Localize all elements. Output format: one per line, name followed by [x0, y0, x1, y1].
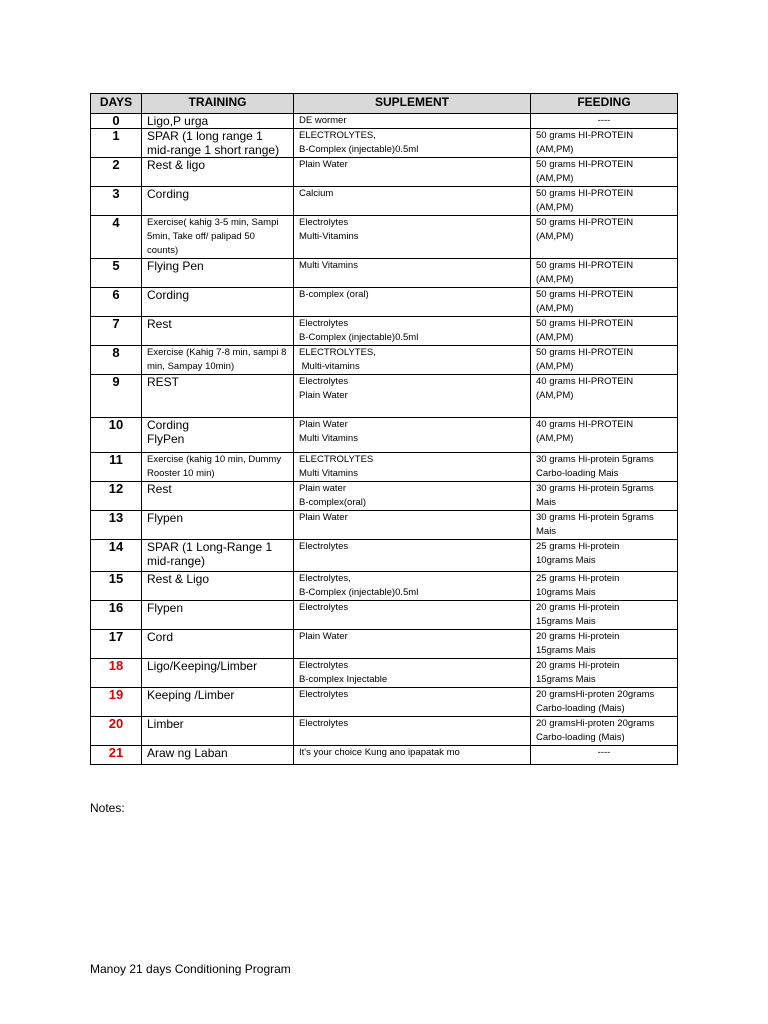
training-cell: Keeping /Limber — [142, 688, 294, 717]
suplement-line: Multi Vitamins — [299, 468, 358, 479]
suplement-cell — [294, 746, 531, 765]
day-number: 7 — [91, 317, 142, 346]
suplement-cell — [294, 317, 531, 346]
training-cell: Ligo,P urga — [142, 114, 294, 129]
day-number: 13 — [91, 511, 142, 540]
suplement-cell — [294, 659, 531, 688]
day-number: 0 — [91, 114, 142, 129]
suplement-cell — [294, 114, 531, 129]
feeding-cell — [531, 630, 678, 659]
suplement-line: Plain Water — [299, 419, 348, 430]
suplement-line: Electrolytes, — [299, 573, 351, 584]
table-row — [91, 259, 678, 288]
suplement-line: B-complex Injectable — [299, 674, 388, 685]
feeding-line: 40 grams HI-PROTEIN — [536, 376, 634, 387]
feeding-line: ---- — [597, 747, 611, 758]
conditioning-schedule-table — [90, 93, 678, 765]
suplement-line: Electrolytes — [299, 217, 349, 228]
training-cell: Exercise( kahig 3-5 min, Sampi 5min, Take off/ palipad 50 counts) — [142, 216, 294, 259]
suplement-cell — [294, 482, 531, 511]
feeding-cell — [531, 511, 678, 540]
training-cell: Cord — [142, 630, 294, 659]
suplement-cell — [294, 259, 531, 288]
feeding-cell — [531, 453, 678, 482]
training-cell: Cording — [142, 187, 294, 216]
suplement-line: Multi-Vitamins — [299, 231, 359, 242]
suplement-cell — [294, 572, 531, 601]
day-number: 5 — [91, 259, 142, 288]
day-number: 6 — [91, 288, 142, 317]
feeding-line: (AM,PM) — [536, 173, 574, 184]
day-number: 21 — [91, 746, 142, 765]
suplement-line: ELECTROLYTES, — [299, 130, 376, 141]
suplement-cell — [294, 601, 531, 630]
training-cell: Rest — [142, 482, 294, 511]
feeding-cell — [531, 187, 678, 216]
table-row — [91, 540, 678, 572]
document-footer: Manoy 21 days Conditioning Program — [90, 962, 291, 976]
feeding-line: (AM,PM) — [536, 231, 574, 242]
table-header-row — [91, 94, 678, 114]
feeding-cell — [531, 346, 678, 375]
suplement-line: B-complex(oral) — [299, 497, 367, 508]
table-row — [91, 453, 678, 482]
table-row — [91, 317, 678, 346]
suplement-line: Electrolytes — [299, 660, 349, 671]
suplement-line: Plain Water — [299, 390, 348, 401]
header-feeding: FEEDING — [531, 94, 678, 114]
suplement-line: B-Complex (injectable)0.5ml — [299, 587, 419, 598]
suplement-cell — [294, 688, 531, 717]
feeding-line: 20 gramsHi-proten 20grams — [536, 718, 655, 729]
day-number: 2 — [91, 158, 142, 187]
feeding-line: Carbo-loading Mais — [536, 468, 619, 479]
table-row — [91, 114, 678, 129]
feeding-cell — [531, 572, 678, 601]
feeding-cell — [531, 418, 678, 453]
suplement-line: Electrolytes — [299, 318, 349, 329]
training-cell: Rest — [142, 317, 294, 346]
table-row — [91, 482, 678, 511]
suplement-line: DE wormer — [299, 115, 347, 126]
feeding-line: 15grams Mais — [536, 674, 596, 685]
day-number: 14 — [91, 540, 142, 572]
header-suplement: SUPLEMENT — [294, 94, 531, 114]
suplement-line: Electrolytes — [299, 689, 349, 700]
feeding-line: 10grams Mais — [536, 555, 596, 566]
training-cell: REST — [142, 375, 294, 418]
header-training: TRAINING — [142, 94, 294, 114]
day-number: 10 — [91, 418, 142, 453]
feeding-line: 50 grams HI-PROTEIN — [536, 159, 634, 170]
day-number: 9 — [91, 375, 142, 418]
suplement-line: Multi-vitamins — [299, 361, 360, 372]
feeding-line: 25 grams Hi-protein — [536, 573, 620, 584]
feeding-line: (AM,PM) — [536, 202, 574, 213]
day-number: 15 — [91, 572, 142, 601]
training-cell: Exercise (kahig 10 min, Dummy Rooster 10 min) — [142, 453, 294, 482]
feeding-cell — [531, 601, 678, 630]
training-cell: Flypen — [142, 601, 294, 630]
suplement-cell — [294, 630, 531, 659]
training-cell: SPAR (1 long range 1 mid-range 1 short range) — [142, 129, 294, 158]
table-row — [91, 572, 678, 601]
suplement-line: Calcium — [299, 188, 334, 199]
feeding-cell — [531, 288, 678, 317]
suplement-line: Plain Water — [299, 631, 348, 642]
suplement-line: Plain Water — [299, 512, 348, 523]
table-row — [91, 688, 678, 717]
suplement-line: Electrolytes — [299, 376, 349, 387]
feeding-line: 20 grams Hi-protein — [536, 660, 620, 671]
suplement-line: Multi Vitamins — [299, 260, 358, 271]
feeding-line: Carbo-loading (Mais) — [536, 703, 625, 714]
suplement-line: Multi Vitamins — [299, 433, 358, 444]
suplement-line: Plain water — [299, 483, 346, 494]
suplement-line: B-complex (oral) — [299, 289, 369, 300]
feeding-line: 50 grams HI-PROTEIN — [536, 188, 634, 199]
suplement-line: ELECTROLYTES — [299, 454, 374, 465]
feeding-line: 20 grams Hi-protein — [536, 631, 620, 642]
feeding-line: (AM,PM) — [536, 433, 574, 444]
feeding-line: 20 gramsHi-proten 20grams — [536, 689, 655, 700]
feeding-line: 50 grams HI-PROTEIN — [536, 347, 634, 358]
feeding-cell — [531, 482, 678, 511]
table-row — [91, 187, 678, 216]
feeding-cell — [531, 540, 678, 572]
feeding-line: 30 grams Hi-protein 5grams — [536, 512, 654, 523]
day-number: 8 — [91, 346, 142, 375]
notes-label: Notes: — [90, 801, 125, 815]
feeding-line: 30 grams Hi-protein 5grams — [536, 454, 654, 465]
feeding-line: 20 grams Hi-protein — [536, 602, 620, 613]
feeding-line: 25 grams Hi-protein — [536, 541, 620, 552]
table-row — [91, 418, 678, 453]
suplement-cell — [294, 418, 531, 453]
table-row — [91, 659, 678, 688]
feeding-cell — [531, 216, 678, 259]
table-row — [91, 717, 678, 746]
feeding-cell — [531, 746, 678, 765]
feeding-line: 50 grams HI-PROTEIN — [536, 130, 634, 141]
suplement-cell — [294, 540, 531, 572]
training-cell: Rest & ligo — [142, 158, 294, 187]
feeding-line: 15grams Mais — [536, 645, 596, 656]
training-cell: Flypen — [142, 511, 294, 540]
suplement-cell — [294, 453, 531, 482]
day-number: 18 — [91, 659, 142, 688]
feeding-cell — [531, 158, 678, 187]
table-row — [91, 746, 678, 765]
table-row — [91, 346, 678, 375]
training-cell: Flying Pen — [142, 259, 294, 288]
day-number: 20 — [91, 717, 142, 746]
feeding-line: (AM,PM) — [536, 390, 574, 401]
suplement-line: B-Complex (injectable)0.5ml — [299, 332, 419, 343]
feeding-line: 10grams Mais — [536, 587, 596, 598]
feeding-line: 30 grams Hi-protein 5grams — [536, 483, 654, 494]
table-row — [91, 601, 678, 630]
training-cell: SPAR (1 Long-Range 1 mid-range) — [142, 540, 294, 572]
feeding-line: (AM,PM) — [536, 361, 574, 372]
suplement-cell — [294, 511, 531, 540]
suplement-line: Electrolytes — [299, 602, 349, 613]
suplement-cell — [294, 717, 531, 746]
suplement-cell — [294, 187, 531, 216]
table-row — [91, 375, 678, 418]
table-row — [91, 630, 678, 659]
day-number: 4 — [91, 216, 142, 259]
feeding-cell — [531, 659, 678, 688]
training-cell: Araw ng Laban — [142, 746, 294, 765]
table-row — [91, 216, 678, 259]
suplement-cell — [294, 375, 531, 418]
training-cell: Rest & Ligo — [142, 572, 294, 601]
suplement-cell — [294, 129, 531, 158]
suplement-line: Electrolytes — [299, 718, 349, 729]
training-cell: Exercise (Kahig 7-8 min, sampi 8 min, Sampay 10min) — [142, 346, 294, 375]
feeding-line: 50 grams HI-PROTEIN — [536, 318, 634, 329]
feeding-line: 50 grams HI-PROTEIN — [536, 289, 634, 300]
feeding-line: Mais — [536, 526, 557, 537]
feeding-line: 50 grams HI-PROTEIN — [536, 260, 634, 271]
suplement-line: It's your choice Kung ano ipapatak mo — [299, 747, 460, 758]
feeding-line: (AM,PM) — [536, 144, 574, 155]
feeding-line: ---- — [597, 115, 611, 126]
feeding-line: 40 grams HI-PROTEIN — [536, 419, 634, 430]
feeding-cell — [531, 114, 678, 129]
day-number: 17 — [91, 630, 142, 659]
suplement-cell — [294, 346, 531, 375]
table-row — [91, 288, 678, 317]
feeding-cell — [531, 688, 678, 717]
feeding-cell — [531, 375, 678, 418]
feeding-cell — [531, 259, 678, 288]
training-cell: Cording — [142, 288, 294, 317]
training-cell: Ligo/Keeping/Limber — [142, 659, 294, 688]
feeding-cell — [531, 317, 678, 346]
day-number: 11 — [91, 453, 142, 482]
feeding-line: 50 grams HI-PROTEIN — [536, 217, 634, 228]
table-row — [91, 158, 678, 187]
feeding-line: Carbo-loading (Mais) — [536, 732, 625, 743]
day-number: 12 — [91, 482, 142, 511]
suplement-cell — [294, 158, 531, 187]
suplement-cell — [294, 216, 531, 259]
feeding-line: Mais — [536, 497, 557, 508]
day-number: 16 — [91, 601, 142, 630]
suplement-line: B-Complex (injectable)0.5ml — [299, 144, 419, 155]
feeding-cell — [531, 717, 678, 746]
suplement-cell — [294, 288, 531, 317]
training-cell: Limber — [142, 717, 294, 746]
day-number: 19 — [91, 688, 142, 717]
feeding-line: (AM,PM) — [536, 303, 574, 314]
table-row — [91, 511, 678, 540]
suplement-line: Plain Water — [299, 159, 348, 170]
table-row — [91, 129, 678, 158]
day-number: 3 — [91, 187, 142, 216]
feeding-line: 15grams Mais — [536, 616, 596, 627]
suplement-line: ELECTROLYTES, — [299, 347, 376, 358]
feeding-cell — [531, 129, 678, 158]
training-cell: Cording FlyPen — [142, 418, 294, 453]
feeding-line: (AM,PM) — [536, 332, 574, 343]
feeding-line: (AM,PM) — [536, 274, 574, 285]
day-number: 1 — [91, 129, 142, 158]
header-days: DAYS — [91, 94, 142, 114]
suplement-line: Electrolytes — [299, 541, 349, 552]
